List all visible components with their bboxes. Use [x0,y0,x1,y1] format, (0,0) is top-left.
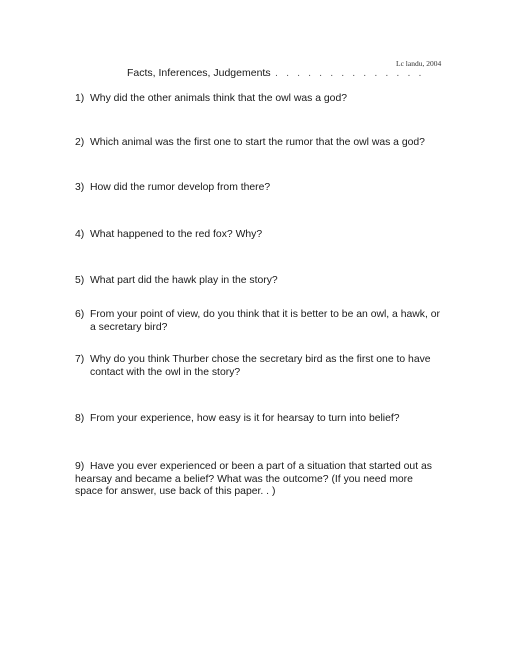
question-9 [75,461,432,499]
question-number: 7) [75,354,85,365]
question-4 [75,229,262,242]
question-text-line: What part did the hawk play in the story? [90,275,278,286]
question-text-line: Why did the other animals think that the owl was a god? [90,93,348,104]
question-text-line: space for answer, use back of this paper. . ) [75,486,276,497]
question-text-line: Have you ever experienced or been a part of a situation that started out as [90,461,432,472]
question-text-line: hearsay and became a belief? What was the outcome? (If you need more [75,473,413,485]
question-number: 4) [75,229,85,240]
question-text-line: contact with the owl in the story? [90,366,241,378]
question-number: 1) [75,93,85,104]
question-7 [75,354,431,379]
question-number: 5) [75,275,85,286]
question-6 [75,309,440,334]
question-number: 9) [75,461,85,472]
question-number: 8) [75,413,85,424]
question-number: 3) [75,182,85,193]
question-8 [75,413,400,426]
question-5 [75,275,278,288]
question-text-line: Which animal was the first one to start the rumor that the owl was a god? [90,137,425,148]
question-text-line: From your experience, how easy is it for hearsay to turn into belief? [90,413,400,424]
question-text-line: What happened to the red fox? Why? [90,229,263,240]
question-text-line: From your point of view, do you think that it is better to be an owl, a hawk, or [90,309,440,320]
question-number: 2) [75,137,85,148]
question-text-line: a secretary bird? [90,321,168,333]
question-1 [75,93,347,106]
question-text-line: How did the rumor develop from there? [90,182,271,193]
question-number: 6) [75,309,85,320]
question-text-line: Why do you think Thurber chose the secretary bird as the first one to have [90,354,431,365]
author-date: Lc landu, 2004 [396,59,442,68]
question-2 [75,137,425,150]
worksheet-title: Facts, Inferences, Judgements [127,67,271,79]
question-3 [75,182,270,195]
title-dotted-leader: . . . . . . . . . . . . . . . [264,67,424,79]
